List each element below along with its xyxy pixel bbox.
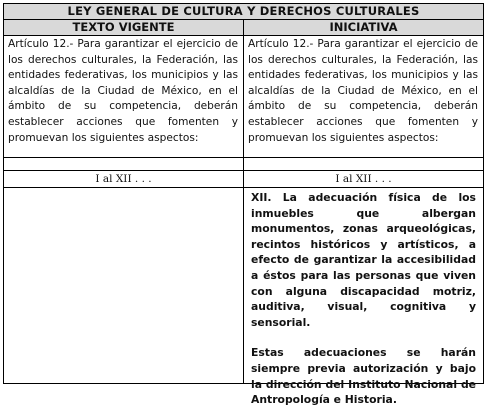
- current-article-text: Artículo 12.- Para garantizar el ejercicio de los derechos culturales, la Federación, las entidades federativas, los municipios y las alcaldías de la Ciudad de México, en el ámbito de su competencia, deberán establecer acciones que fomenten y promuevan los siguientes aspectos:: [8, 38, 238, 144]
- current-fractions-reference: I al XII . . .: [4, 171, 244, 188]
- new-fraction-block: [244, 188, 483, 407]
- initiative-article-text: Artículo 12.- Para garantizar el ejercicio de los derechos culturales, la Federación, las entidades federativas, los municipios y las alcaldías de la Ciudad de México, en el ámbito de su competencia, deberán establecer acciones que fomenten y promuevan los siguientes aspectos:: [248, 38, 478, 144]
- initiative-article-cell: [244, 36, 484, 158]
- comparison-table: [3, 3, 484, 407]
- law-title: LEY GENERAL DE CULTURA Y DERECHOS CULTURALES: [4, 4, 484, 20]
- initiative-fractions-reference: I al XII . . .: [244, 171, 484, 188]
- column-header-initiative: INICIATIVA: [244, 20, 484, 36]
- column-header-current-text: TEXTO VIGENTE: [4, 20, 244, 36]
- spacer-cell-left: [4, 158, 244, 171]
- comparison-document: [3, 3, 483, 407]
- current-empty-cell: [4, 188, 244, 384]
- current-article-cell: [4, 36, 244, 158]
- spacer-cell-right: [244, 158, 484, 171]
- new-fraction-text: XII. La adecuación física de los inmuebles que albergan monumentos, zonas arqueológicas, recintos históricos y artísticos, a efecto de garantizar la accesibilidad a éstos para las personas que viven con alguna discapacidad motriz, auditiva, visual, cognitiva y sensorial.: [251, 191, 476, 329]
- new-paragraph-text: Estas adecuaciones se harán siempre previa autorización y bajo la dirección del Instituto Nacional de Antropología e Historia.: [251, 346, 476, 407]
- initiative-new-fraction-cell: [244, 188, 484, 407]
